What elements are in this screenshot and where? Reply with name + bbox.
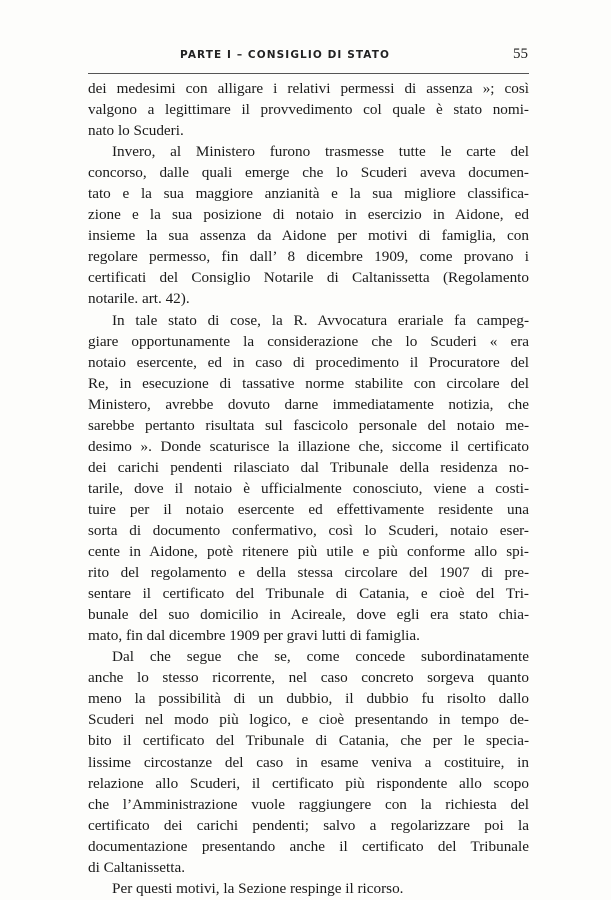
running-header-title: PARTE I – CONSIGLIO DI STATO [180, 49, 391, 61]
text-line: cente in Aidone, potè ritenere più utile e più conforme allo spi- [88, 543, 529, 561]
text-line: sarebbe pertanto risultata sul fascicolo personale del notaio me- [88, 416, 529, 434]
text-line: Re, in esecuzione di tassative norme stabilite con circolare del [88, 374, 529, 392]
text-line: anche lo stesso ricorrente, nel caso concreto sorgeva quanto [88, 669, 529, 687]
text-line: bunale del suo domicilio in Acireale, dove egli era stato chia- [88, 606, 529, 624]
text-line: giare opportunamente la considerazione che lo Scuderi « era [88, 332, 529, 350]
text-line: notaio esercente, ed in caso di procedimento il Procuratore del [88, 353, 529, 371]
text-line: lissime circostanze del caso in esame veniva a costituire, in [88, 753, 529, 771]
text-line: certificati del Consiglio Notarile di Caltanissetta (Regolamento [88, 269, 529, 287]
text-line: dei medesimi con alligare i relativi permessi di assenza »; così [88, 80, 529, 97]
text-line: In tale stato di cose, la R. Avvocatura erariale fa campeg- [112, 311, 529, 329]
text-line: sentare il certificato del Tribunale di Catania, e cioè del Tri- [88, 585, 529, 603]
text-line: regolare permesso, fin dall’ 8 dicembre 1909, come provano i [88, 248, 529, 266]
text-line: certificato dei carichi pendenti; salvo a regolarizzare poi la [88, 816, 529, 834]
text-line: insieme la sua assenza da Aidone per motivi di famiglia, con [88, 227, 529, 245]
text-line: bito il certificato del Tribunale di Catania, che per le specia- [88, 732, 529, 750]
text-line: mato, fin dal dicembre 1909 per gravi lutti di famiglia. [88, 627, 420, 645]
text-line: relazione allo Scuderi, il certificato più rispondente allo scopo [88, 774, 529, 792]
running-header [88, 46, 528, 66]
text-line: zione e la sua posizione di notaio in esercizio in Aidone, ed [88, 206, 529, 224]
text-line: desimo ». Donde scaturisce la illazione che, siccome il certificato [88, 437, 529, 455]
paragraph [88, 878, 529, 899]
body-text [88, 78, 529, 899]
text-line: tuire per il notaio esercente ed effettivamente residente una [88, 500, 529, 518]
paragraph [88, 141, 529, 309]
text-line: Per questi motivi, la Sezione respinge il ricorso. [112, 879, 404, 897]
text-line: notarile. art. 42). [88, 290, 190, 308]
paragraph [88, 646, 529, 878]
text-line: documentazione presentando anche il certificato del Tribunale [88, 837, 529, 855]
text-line: meno la possibilità di un dubbio, il dubbio fu risolto dallo [88, 690, 529, 708]
text-line: valgono a legittimare il provvedimento col quale è stato nomi- [88, 101, 529, 119]
text-line: tato e la sua maggiore anzianità e la sua migliore classifica- [88, 185, 529, 203]
text-line: rito del regolamento e della stessa circolare del 1907 di pre- [88, 564, 529, 582]
text-line: di Caltanissetta. [88, 858, 186, 876]
text-line: Scuderi nel modo più logico, e cioè presentando in tempo de- [88, 711, 529, 729]
text-line: Dal che segue che se, come concede subordinatamente [112, 648, 529, 666]
text-line: nato lo Scuderi. [88, 122, 184, 140]
text-line: che l’Amministrazione vuole raggiungere con la richiesta del [88, 795, 529, 813]
header-rule [88, 73, 529, 74]
text-line: Invero, al Ministero furono trasmesse tutte le carte del [112, 143, 529, 161]
paragraph [88, 78, 529, 141]
text-line: sorta di documento confermativo, così lo Scuderi, notaio eser- [88, 521, 529, 539]
paragraph [88, 310, 529, 647]
page-number: 55 [513, 46, 528, 62]
text-line: tarile, dove il notaio è ufficialmente conosciuto, viene a costi- [88, 479, 529, 497]
text-line: Ministero, avrebbe dovuto darne immediatamente notizia, che [88, 395, 529, 413]
text-line: concorso, dalle quali emerge che lo Scuderi aveva documen- [88, 164, 529, 182]
text-line: dei carichi pendenti rilasciato dal Tribunale della residenza no- [88, 458, 529, 476]
